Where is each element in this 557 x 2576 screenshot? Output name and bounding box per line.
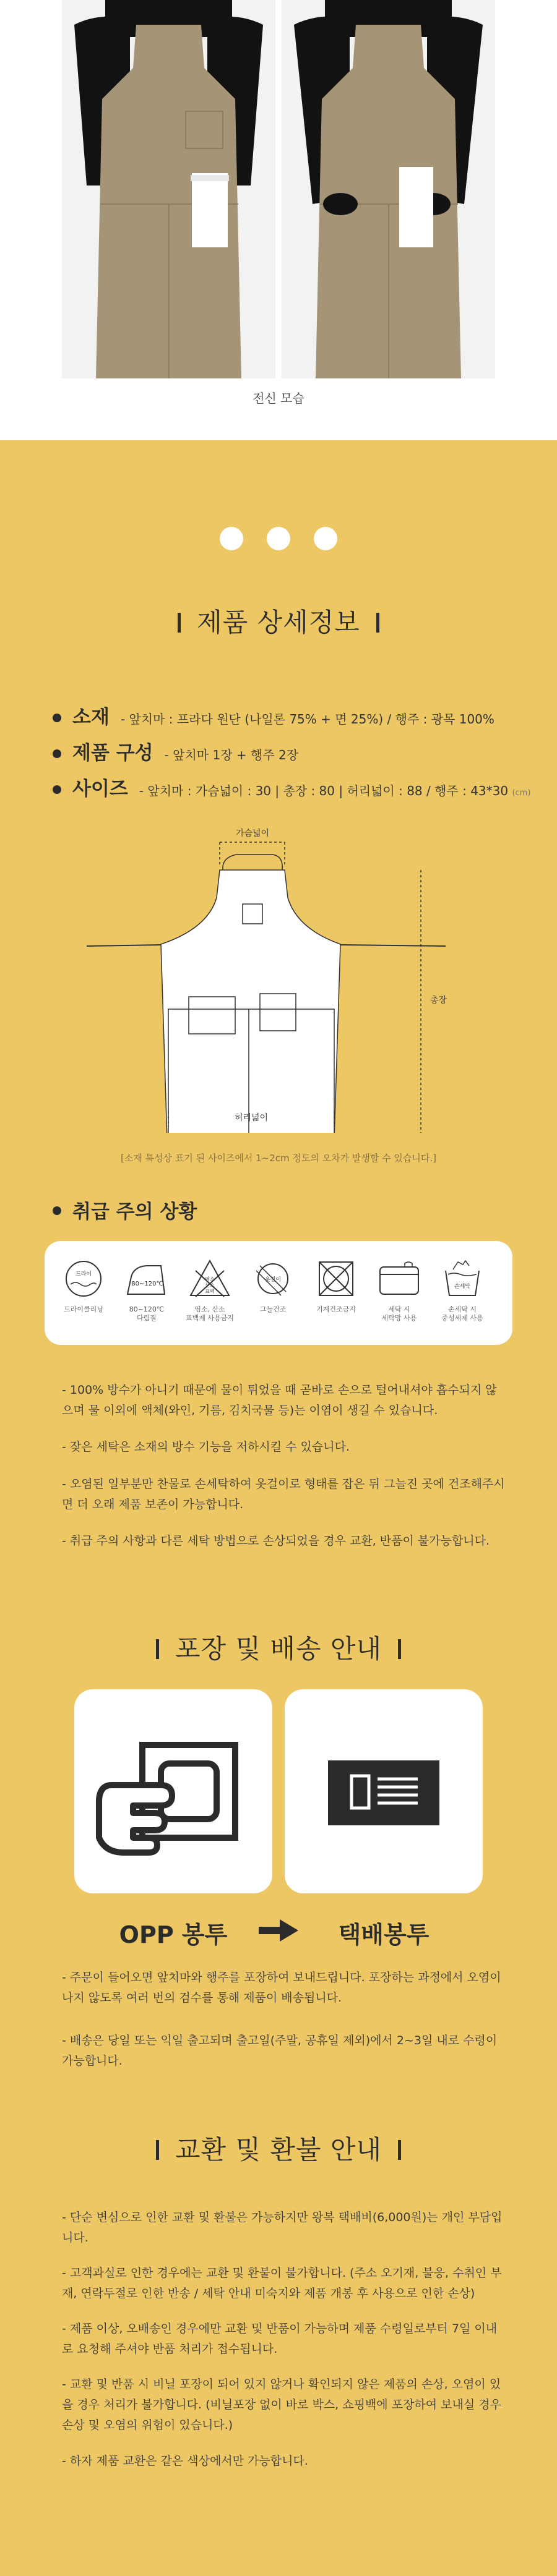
care-item-shade-dry (248, 1258, 298, 1314)
title-bar-left (156, 2140, 159, 2160)
title-bar-right (376, 613, 379, 633)
spec-value: - 앞치마 : 가슴넓이 : 30 | 총장 : 80 | 허리넓이 : 88 / 행주 : 43*30 (139, 783, 509, 798)
spec-key: 제품 구성 (72, 742, 153, 764)
shipping-title-text: 포장 및 배송 안내 (175, 1634, 382, 1664)
care-label: 드라이클리닝 (64, 1305, 103, 1313)
exchange-paragraph: - 제품 이상, 오배송인 경우에만 교환 및 반품이 가능하며 제품 수령일로부터 7일 이내로 요청해 주셔야 반품 처리가 접수됩니다. (62, 2322, 498, 2356)
no-tumble-dry-icon (314, 1258, 358, 1299)
title-bar-right (398, 1639, 401, 1659)
apron-photo-front (62, 0, 275, 378)
title-bar-right (398, 2140, 401, 2160)
care-paragraph: - 취급 주의 사항과 다른 세탁 방법으로 손상되었을 경우 교환, 반품이 불가능합니다. (62, 1534, 490, 1548)
no-bleach-icon (188, 1258, 231, 1299)
dry-clean-icon (62, 1258, 105, 1299)
spec-unit: (cm) (512, 788, 531, 798)
hand-wash-icon (441, 1258, 484, 1299)
bullet-icon (53, 1206, 61, 1215)
svg-text:염소: 염소 (205, 1276, 215, 1282)
photo-section (0, 0, 557, 440)
exchange-title (0, 2130, 557, 2167)
care-heading (53, 1196, 197, 1224)
opp-bag-label: OPP 봉투 (119, 1921, 228, 1948)
diagram-chest-label: 가슴넓이 (235, 829, 270, 838)
title-bar-left (178, 613, 181, 633)
exchange-title-text: 교환 및 환불 안내 (175, 2135, 382, 2165)
apron-photo-pocket (282, 0, 495, 378)
shade-dry-symbol: 옷걸이 (264, 1277, 282, 1283)
detail-body (0, 440, 557, 2576)
title-bar-left (156, 1639, 159, 1659)
dot (314, 527, 337, 550)
delivery-bag-card (285, 1689, 483, 1893)
spec-size (53, 773, 530, 801)
mesh-bag-icon (378, 1258, 421, 1299)
spec-value: - 앞치마 1장 + 행주 2장 (164, 748, 299, 762)
spec-value: - 앞치마 : 프라다 원단 (나일론 75% + 면 25%) / 행주 : 광목 100% (120, 712, 494, 727)
delivery-bag-icon (285, 1689, 483, 1893)
care-paragraph: - 잦은 세탁은 소재의 방수 기능을 저하시킬 수 있습니다. (62, 1440, 350, 1454)
care-label: 80~120℃ 다림질 (129, 1305, 165, 1322)
decorative-dots (0, 527, 557, 550)
dot (220, 527, 243, 550)
care-paragraph: - 오염된 일부분만 찬물로 손세탁하여 옷걸이로 형태를 잡은 뒤 그늘진 곳에 건조해주시면 더 오래 제품 보존이 가능합니다. (62, 1477, 505, 1511)
dot (267, 527, 290, 550)
shipping-paragraph: - 주문이 들어오면 앞치마와 행주를 포장하여 보내드립니다. 포장하는 과정에서 오염이 나지 않도록 여러 번의 검수를 통해 제품이 배송됩니다. (62, 1971, 501, 2005)
spec-key: 사이즈 (72, 778, 128, 800)
delivery-bag-label: 택배봉투 (338, 1921, 430, 1948)
detail-title-text: 제품 상세정보 (197, 607, 360, 638)
care-label: 손세탁 시 중성세제 사용 (441, 1305, 483, 1322)
size-note: [소재 특성상 표기 된 사이즈에서 1~2cm 정도의 오차가 발생할 수 있습니다.] (121, 1153, 436, 1164)
care-item-mesh-bag (374, 1258, 425, 1323)
shipping-paragraph: - 배송은 당일 또는 익일 출고되며 출고일(주말, 공휴일 제외)에서 2~3일 내로 수령이 가능합니다. (62, 2034, 498, 2068)
exchange-paragraph: - 교환 및 반품 시 비닐 포장이 되어 있지 않거나 확인되지 않은 제품의 손상, 오염이 있을 경우 처리가 불가합니다. (비닐포장 없이 바로 박스, 쇼핑백에 포장하여 보내실 경우 손상 및 오염의 위험이 있습니다.) (62, 2378, 501, 2432)
dry-clean-symbol: 드라이 (75, 1271, 92, 1277)
shade-dry-icon (251, 1258, 295, 1299)
bullet-icon (53, 714, 61, 722)
spec-key: 소재 (72, 706, 110, 728)
spec-material (53, 701, 494, 729)
apron-size-diagram (74, 824, 483, 1133)
care-label: 염소, 산소 표백제 사용금지 (186, 1305, 234, 1322)
iron-symbol: 80~120℃ (131, 1281, 163, 1287)
opp-bag-card (74, 1689, 272, 1893)
exchange-paragraph: - 단순 변심으로 인한 교환 및 환불은 가능하지만 왕복 택배비(6,000원)는 개인 부담입니다. (62, 2211, 503, 2245)
hand-wash-symbol: 손세탁 (454, 1284, 471, 1290)
care-label: 기계건조금지 (316, 1305, 356, 1313)
exchange-paragraph: - 고객과실로 인한 경우에는 교환 및 환불이 불가합니다. (주소 오기재, 불응, 수취인 부재, 연락두절로 인한 반송 / 세탁 안내 미숙지와 제품 개봉 후 사용으로 인한 손상) (62, 2266, 502, 2300)
spec-components (53, 737, 298, 765)
care-paragraph: - 100% 방수가 아니기 때문에 물이 튀었을 때 곧바로 손으로 털어내셔야 흡수되지 않으며 물 이외에 액체(와인, 기름, 김치국물 등)는 이염이 생길 수 있습니다. (62, 1383, 497, 1417)
care-label: 세탁 시 세탁망 사용 (381, 1305, 417, 1322)
care-title: 취급 주의 상황 (72, 1201, 197, 1223)
iron-icon (125, 1258, 168, 1299)
care-item-no-tumble-dry (311, 1258, 361, 1314)
bullet-icon (53, 785, 61, 794)
detail-title (0, 602, 557, 639)
care-item-no-bleach (184, 1258, 235, 1323)
opp-bag-icon (74, 1689, 272, 1893)
exchange-paragraph: - 하자 제품 교환은 같은 색상에서만 가능합니다. (62, 2454, 308, 2468)
care-item-hand-wash (437, 1258, 488, 1323)
diagram-waist-label: 허리넓이 (234, 1113, 269, 1123)
photo-caption: 전신 모습 (253, 391, 304, 406)
care-item-iron (121, 1258, 172, 1323)
diagram-length-label: 총장 (430, 996, 447, 1005)
bullet-icon (53, 749, 61, 758)
care-label: 그늘건조 (259, 1305, 287, 1313)
svg-text:표백: 표백 (205, 1289, 215, 1294)
shipping-title (0, 1629, 557, 1666)
care-item-dry-clean (58, 1258, 109, 1314)
care-icons-box (45, 1241, 512, 1345)
svg-text:산소: 산소 (205, 1282, 215, 1288)
